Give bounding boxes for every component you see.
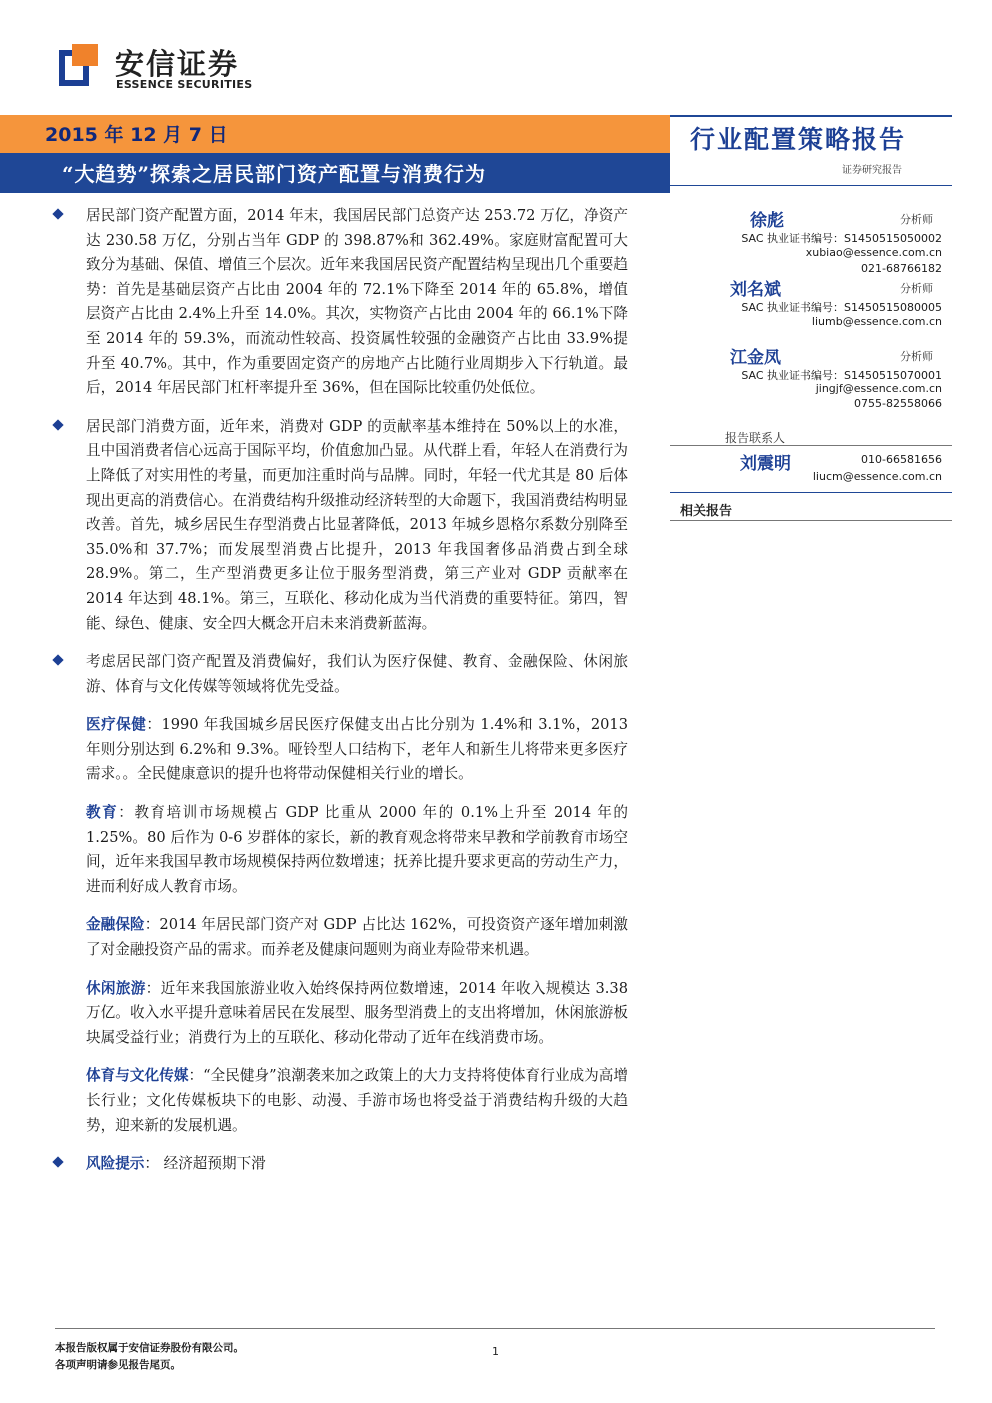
sector-paragraph xyxy=(58,977,628,1051)
paragraph-text: 考虑居民部门资产配置及消费偏好，我们认为医疗保健、教育、金融保险、休闲旅游、体育与文化传媒等领域将优先受益。 xyxy=(86,653,628,695)
sector-keyword: 休闲旅游 xyxy=(86,979,146,997)
contact-email[interactable]: liucm@essence.com.cn xyxy=(812,470,942,483)
sector-keyword: 教育 xyxy=(86,804,119,822)
sector-paragraph xyxy=(58,713,628,787)
analyst-sac: SAC 执业证书编号：S1450515050002 xyxy=(741,232,942,245)
diamond-bullet-icon xyxy=(52,654,64,666)
header-divider xyxy=(670,115,952,117)
analyst-name: 江金凤 xyxy=(730,348,781,368)
contact-phone: 010-66581656 xyxy=(861,453,942,466)
logo-en-text: ESSENCE SECURITIES xyxy=(116,78,253,91)
analyst-phone: 021-68766182 xyxy=(861,262,942,275)
report-date: 2015 年 12 月 7 日 xyxy=(45,124,228,146)
page-number: 1 xyxy=(492,1345,499,1358)
paragraph-text: 居民部门资产配置方面，2014 年末，我国居民部门总资产达 253.72 万亿，净资产达 230.58 万亿，分别占当年 GDP 的 398.87%和 362.49%。家庭财富配置可大致分为基础、保值、增值三个层次。近年来我国居民资产配置结构呈现出几个重要趋势：首先是基础层资产占比由 2004 年的 72.1%下降至 2014 年的 65.8%，增值层资产占比由 2.4%上升至 14.0%。其次，实物资产占比由 2004 年的 66.1%下降至 2014 年的 59.3%，而流动性较高、投资属性较强的金融资产占比由 33.9%提升至 40.7%。其中，作为重要固定资产的房地产占比随行业周期步入下行轨道。最后，2014 年居民部门杠杆率提升至 36%，但在国际比较重仍处低位。 xyxy=(86,207,628,397)
sector-paragraph xyxy=(58,913,628,962)
paragraph-text: ： 经济超预期下滑 xyxy=(144,1155,266,1173)
footer-copyright: 本报告版权属于安信证券股份有限公司。 xyxy=(55,1342,244,1354)
sector-keyword: 金融保险 xyxy=(86,916,145,934)
analyst-email[interactable]: liumb@essence.com.cn xyxy=(811,315,942,328)
paragraph-text: ：近年来我国旅游业收入始终保持两位数增速，2014 年收入规模达 3.38 万亿。收入水平提升意味着居民在发展型、服务型消费上的支出将增加，休闲旅游板块属受益行业；消费行为上的互联化、移动化带动了近年在线消费市场。 xyxy=(86,979,628,1046)
report-subtype: 证券研究报告 xyxy=(842,165,902,176)
summary-paragraph xyxy=(58,650,628,699)
risk-paragraph xyxy=(58,1152,628,1177)
analyst-role: 分析师 xyxy=(900,282,933,295)
diamond-bullet-icon xyxy=(52,1156,64,1168)
related-divider xyxy=(670,492,952,493)
analyst-email[interactable]: xubiao@essence.com.cn xyxy=(805,246,942,259)
analyst-name: 刘名斌 xyxy=(730,280,781,300)
sector-paragraph xyxy=(58,1064,628,1138)
sector-paragraph xyxy=(58,801,628,899)
paragraph-text: ：2014 年居民部门资产对 GDP 占比达 162%，可投资资产逐年增加刺激了对金融投资产品的需求。而养老及健康问题则为商业寿险带来机遇。 xyxy=(86,916,628,959)
paragraph-text: ：教育培训市场规模占 GDP 比重从 2000 年的 0.1%上升至 2014 年的 1.25%。80 后作为 0-6 岁群体的家长，新的教育观念将带来早教和学前教育市场空间，近年来我国早教市场规模保持两位数增速；抚养比提升要求更高的劳动生产力，进而利好成人教育市场。 xyxy=(86,804,628,895)
report-type: 行业配置策略报告 xyxy=(690,125,907,154)
risk-keyword: 风险提示 xyxy=(86,1155,145,1173)
contact-divider xyxy=(670,445,952,446)
analyst-role: 分析师 xyxy=(900,350,933,363)
analyst-sac: SAC 执业证书编号：S1450515070001 xyxy=(741,369,942,382)
company-logo xyxy=(55,44,255,96)
paragraph-text: ：“全民健身”浪潮袭来加之政策上的大力支持将使体育行业成为高增长行业；文化传媒板块下的电影、动漫、手游市场也将受益于消费结构升级的大趋势，迎来新的发展机遇。 xyxy=(86,1067,628,1134)
related-reports-header: 相关报告 xyxy=(680,504,733,519)
diamond-bullet-icon xyxy=(52,208,64,220)
sector-keyword: 体育与文化传媒 xyxy=(86,1067,189,1085)
analyst-phone: 0755-82558066 xyxy=(854,397,942,410)
contact-name: 刘震明 xyxy=(740,454,791,474)
paragraph-text: ：1990 年我国城乡居民医疗保健支出占比分别为 1.4%和 3.1%，2013 年则分别达到 6.2%和 9.3%。哑铃型人口结构下，老年人和新生儿将带来更多医疗需求。。全民健康意识的提升也将带动保健相关行业的增长。 xyxy=(86,716,628,783)
analyst-role: 分析师 xyxy=(900,213,933,226)
related-divider-lower xyxy=(670,520,952,521)
diamond-bullet-icon xyxy=(52,419,64,431)
footer-divider xyxy=(55,1328,935,1329)
main-body xyxy=(58,204,628,1191)
footer-disclaimer: 各项声明请参见报告尾页。 xyxy=(55,1359,181,1371)
logo-icon xyxy=(55,44,105,94)
analyst-name: 徐彪 xyxy=(750,211,784,231)
sector-keyword: 医疗保健 xyxy=(86,716,147,734)
summary-paragraph xyxy=(58,204,628,401)
report-title: “大趋势”探索之居民部门资产配置与消费行为 xyxy=(62,162,487,186)
summary-paragraph xyxy=(58,415,628,636)
paragraph-text: 居民部门消费方面，近年来，消费对 GDP 的贡献率基本维持在 50%以上的水准，且中国消费者信心远高于国际平均，价值愈加凸显。从代群上看，年轻人在消费行为上降低了对实用性的考量，而更加注重时尚与品牌。同时，年轻一代尤其是 80 后体现出更高的消费信心。在消费结构升级推动经济转型的大命题下，我国消费结构明显改善。首先，城乡居民生存型消费占比显著降低，2013 年城乡恩格尔系数分别降至 35.0%和 37.7%；而发展型消费占比提升，2013 年我国奢侈品消费占到全球 28.9%。第二，生产型消费更多让位于服务型消费，第三产业对 GDP 贡献率在 2014 年达到 48.1%。第三，互联化、移动化成为当代消费的重要特征。第四，智能、绿色、健康、安全四大概念开启未来消费新蓝海。 xyxy=(86,417,628,632)
logo-cn-text: 安信证券 xyxy=(115,47,240,81)
analyst-sac: SAC 执业证书编号：S1450515080005 xyxy=(741,301,942,314)
analyst-email[interactable]: jingjf@essence.com.cn xyxy=(815,382,942,395)
header-divider-lower xyxy=(670,185,952,186)
contact-label: 报告联系人 xyxy=(725,431,786,445)
